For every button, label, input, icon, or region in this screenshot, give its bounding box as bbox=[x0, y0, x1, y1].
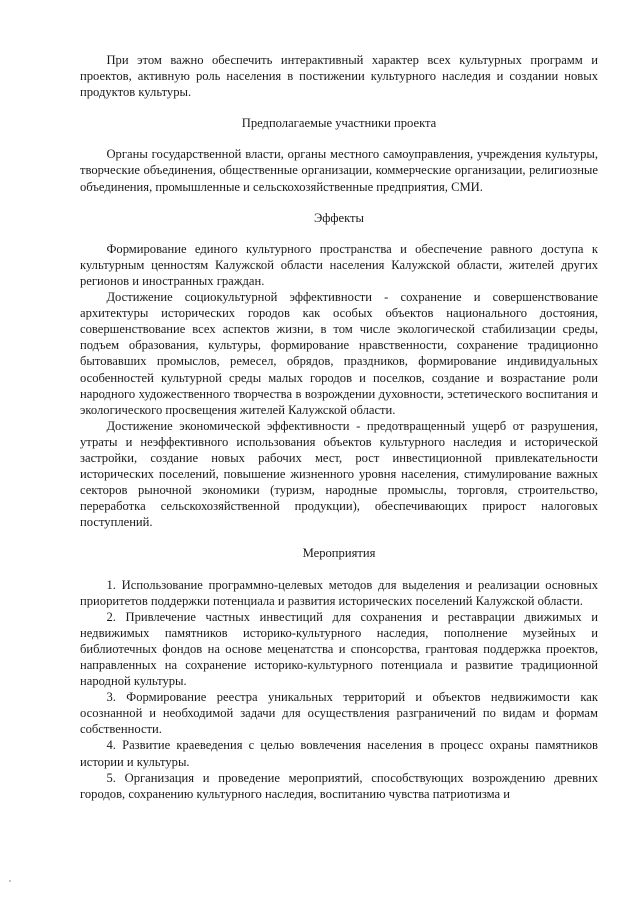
measures-item: 2. Привлечение частных инвестиций для сохранения и реставрации движимых и недвижимых памятников историко-культурного наследия, пополнение музейных и библиотечных фондов на основе меценатства и спонсорства, грантовая поддержка проектов, направленных на сохранение историко-культурного потенциала и развитие традиционной народной культуры. bbox=[80, 609, 598, 689]
document-page bbox=[80, 52, 598, 802]
scan-speck bbox=[9, 880, 11, 882]
measures-item: 1. Использование программно-целевых методов для выделения и реализации основных приоритетов поддержки потенциала и развития исторических поселений Калужской области. bbox=[80, 577, 598, 608]
participants-paragraph: Органы государственной власти, органы местного самоуправления, учреждения культуры, творческие объединения, общественные организации, коммерческие организации, религиозные объединения, промышленные и сельскохозяйственные предприятия, СМИ. bbox=[80, 147, 598, 194]
measures-item: 5. Организация и проведение мероприятий, способствующих возрождению древних городов, сохранению культурного наследия, воспитанию чувства патриотизма и bbox=[80, 770, 598, 801]
measures-heading: Мероприятия bbox=[302, 546, 376, 561]
effects-paragraph: Достижение социокультурной эффективности - сохранение и совершенствование архитектуры исторических городов как особых объектов национального достояния, совершенствование всех аспектов жизни, в том числе экологической стабилизации среды, подъем образования, культуры, формирование нравственности, сохранение традиционно бытовавших промыслов, ремесел, обрядов, праздников, формирование индивидуальных особенностей культурной среды малых городов и поселков, создание и возрастание роли народного художественного творчества в возрождении духовности, эстетического воспитания и экологического просвещения жителей Калужской области. bbox=[80, 290, 598, 417]
measures-item: 4. Развитие краеведения с целью вовлечения населения в процесс охраны памятников истории и культуры. bbox=[80, 738, 598, 769]
effects-paragraph: Достижение экономической эффективности - предотвращенный ущерб от разрушения, утраты и неэффективного использования объектов культурного наследия и исторической застройки, создание новых рабочих мест, рост инвестиционной привлекательности исторических поселений, повышение жизненного уровня населения, стимулирование важных секторов рыночной экономики (туризм, народные промыслы, торговля, строительство, переработка сельскохозяйственной продукции), обеспечивающих прирост налоговых поступлений. bbox=[80, 418, 598, 530]
effects-paragraph: Формирование единого культурного пространства и обеспечение равного доступа к культурным ценностям Калужской области населения Калужской области, жителей других регионов и иностранных граждан. bbox=[80, 241, 598, 288]
intro-paragraph: При этом важно обеспечить интерактивный характер всех культурных программ и проектов, активную роль населения в постижении культурного наследия и создании новых продуктов культуры. bbox=[80, 53, 598, 100]
participants-heading: Предполагаемые участники проекта bbox=[241, 116, 437, 131]
effects-heading: Эффекты bbox=[313, 210, 365, 225]
measures-item: 3. Формирование реестра уникальных территорий и объектов недвижимости как осознанной и необходимой задачи для осуществления разграничений по видам и формам собственности. bbox=[80, 690, 598, 737]
